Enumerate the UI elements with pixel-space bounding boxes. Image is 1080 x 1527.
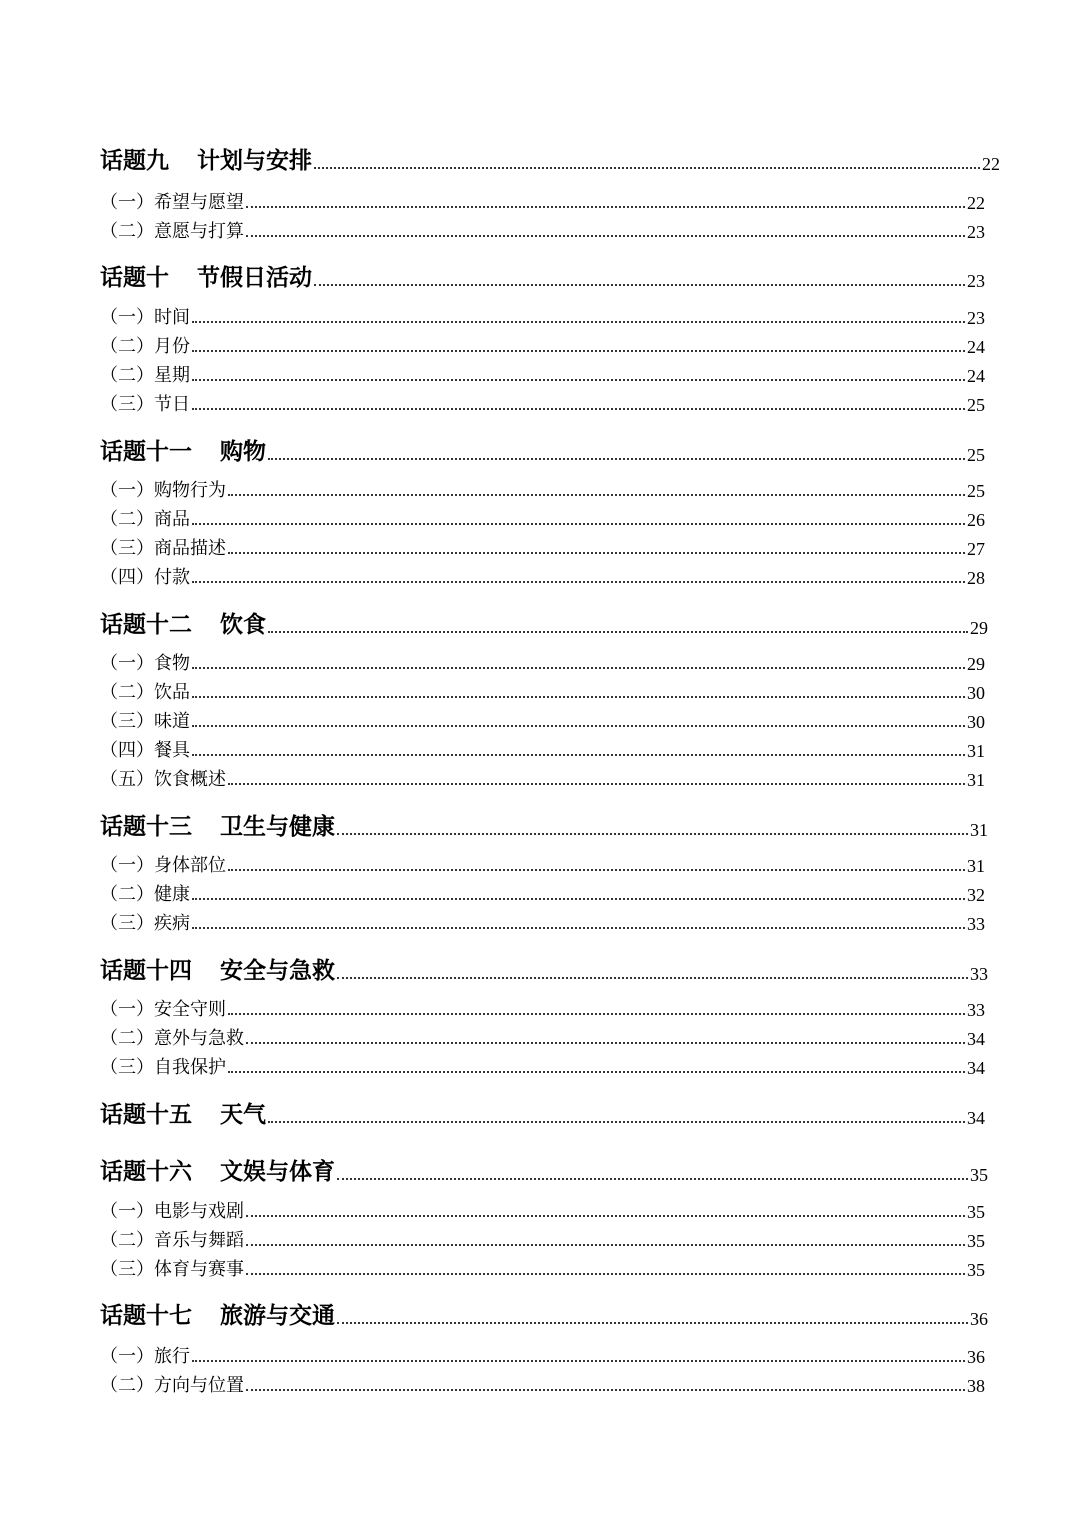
dot-leader <box>337 833 968 835</box>
dot-leader <box>192 1360 965 1362</box>
toc-subtopic-entry[interactable] <box>100 1026 985 1050</box>
page-number: 23 <box>967 222 985 242</box>
subtopic-label: （一）时间 <box>100 307 190 328</box>
dot-leader <box>192 927 965 929</box>
subtopic-label: （一）旅行 <box>100 1346 190 1367</box>
subtopic-label: （二）意外与急救 <box>100 1028 244 1049</box>
page-number: 36 <box>970 1309 988 1329</box>
topic-title: 购物 <box>220 438 266 465</box>
topic-number: 话题十五 <box>100 1101 192 1128</box>
topic-title: 文娱与体育 <box>220 1158 335 1185</box>
topic-title: 卫生与健康 <box>220 813 335 840</box>
page-number: 23 <box>967 271 985 291</box>
topic-title: 天气 <box>220 1101 266 1128</box>
toc-subtopic-entry[interactable] <box>100 882 985 906</box>
toc-topic-entry[interactable] <box>100 436 985 466</box>
toc-topic-entry[interactable] <box>100 1099 985 1129</box>
toc-subtopic-entry[interactable] <box>100 478 985 502</box>
topic-number: 话题九 <box>100 147 169 174</box>
subtopic-label: （四）餐具 <box>100 740 190 761</box>
page-number: 26 <box>967 510 985 530</box>
dot-leader <box>228 1013 965 1015</box>
dot-leader <box>192 898 965 900</box>
page-number: 35 <box>970 1165 988 1185</box>
toc-topic-entry[interactable] <box>100 1300 988 1330</box>
page-number: 34 <box>967 1029 985 1049</box>
subtopic-label: （二）饮品 <box>100 682 190 703</box>
toc-subtopic-entry[interactable] <box>100 1373 985 1397</box>
subtopic-label: （二）意愿与打算 <box>100 221 244 242</box>
toc-subtopic-entry[interactable] <box>100 651 985 675</box>
dot-leader <box>246 1215 965 1217</box>
subtopic-label: （二）健康 <box>100 884 190 905</box>
topic-number: 话题十一 <box>100 438 192 465</box>
page-number: 34 <box>967 1058 985 1078</box>
page-number: 31 <box>967 770 985 790</box>
topic-number: 话题十七 <box>100 1302 192 1329</box>
page-number: 23 <box>967 308 985 328</box>
dot-leader <box>337 1178 968 1180</box>
dot-leader <box>246 1273 965 1275</box>
dot-leader <box>314 284 965 286</box>
dot-leader <box>192 667 965 669</box>
dot-leader <box>228 552 965 554</box>
toc-subtopic-entry[interactable] <box>100 1199 985 1223</box>
page-number: 25 <box>967 445 985 465</box>
toc-topic-entry[interactable] <box>100 262 985 292</box>
dot-leader <box>228 494 965 496</box>
page-number: 30 <box>967 712 985 732</box>
topic-number: 话题十四 <box>100 957 192 984</box>
subtopic-label: （一）希望与愿望 <box>100 192 244 213</box>
subtopic-label: （三）味道 <box>100 711 190 732</box>
page-number: 29 <box>967 654 985 674</box>
subtopic-label: （三）商品描述 <box>100 538 226 559</box>
toc-subtopic-entry[interactable] <box>100 997 985 1021</box>
dot-leader <box>246 1042 965 1044</box>
page-number: 35 <box>967 1231 985 1251</box>
dot-leader <box>192 379 965 381</box>
dot-leader <box>268 1121 965 1123</box>
subtopic-label: （三）疾病 <box>100 913 190 934</box>
page-number: 31 <box>970 820 988 840</box>
page-number: 24 <box>967 337 985 357</box>
toc-subtopic-entry[interactable] <box>100 709 985 733</box>
page-number: 36 <box>967 1347 985 1367</box>
page-number: 34 <box>967 1108 985 1128</box>
dot-leader <box>314 167 980 169</box>
topic-title: 计划与安排 <box>197 147 312 174</box>
toc-subtopic-entry[interactable] <box>100 190 985 214</box>
toc-subtopic-entry[interactable] <box>100 334 985 358</box>
page-number: 32 <box>967 885 985 905</box>
toc-subtopic-entry[interactable] <box>100 1257 985 1281</box>
subtopic-label: （五）饮食概述 <box>100 769 226 790</box>
page-number: 35 <box>967 1260 985 1280</box>
page-number: 33 <box>967 1000 985 1020</box>
subtopic-label: （二）星期 <box>100 365 190 386</box>
topic-number: 话题十六 <box>100 1158 192 1185</box>
dot-leader <box>246 235 965 237</box>
toc-subtopic-entry[interactable] <box>100 738 985 762</box>
dot-leader <box>337 1322 968 1324</box>
topic-title: 旅游与交通 <box>220 1302 335 1329</box>
toc-subtopic-entry[interactable] <box>100 363 985 387</box>
subtopic-label: （一）电影与戏剧 <box>100 1201 244 1222</box>
subtopic-label: （一）购物行为 <box>100 480 226 501</box>
subtopic-label: （三）节日 <box>100 394 190 415</box>
subtopic-label: （一）安全守则 <box>100 999 226 1020</box>
page-number: 22 <box>982 154 1000 174</box>
page-number: 29 <box>970 618 988 638</box>
page-number: 35 <box>967 1202 985 1222</box>
dot-leader <box>192 350 965 352</box>
toc-topic-entry[interactable] <box>100 811 988 841</box>
dot-leader <box>268 458 965 460</box>
page-number: 25 <box>967 481 985 501</box>
page-number: 31 <box>967 741 985 761</box>
toc-subtopic-entry[interactable] <box>100 536 985 560</box>
subtopic-label: （三）体育与赛事 <box>100 1259 244 1280</box>
topic-number: 话题十二 <box>100 611 192 638</box>
page-number: 28 <box>967 568 985 588</box>
toc-subtopic-entry[interactable] <box>100 911 985 935</box>
subtopic-label: （一）身体部位 <box>100 855 226 876</box>
dot-leader <box>228 1071 965 1073</box>
toc-subtopic-entry[interactable] <box>100 507 985 531</box>
page-number: 38 <box>967 1376 985 1396</box>
subtopic-label: （二）音乐与舞蹈 <box>100 1230 244 1251</box>
toc-subtopic-entry[interactable] <box>100 1055 985 1079</box>
subtopic-label: （四）付款 <box>100 567 190 588</box>
subtopic-label: （二）方向与位置 <box>100 1375 244 1396</box>
dot-leader <box>246 206 965 208</box>
subtopic-label: （一）食物 <box>100 653 190 674</box>
topic-title: 节假日活动 <box>197 264 312 291</box>
dot-leader <box>192 321 965 323</box>
dot-leader <box>228 783 965 785</box>
topic-title: 安全与急救 <box>220 957 335 984</box>
dot-leader <box>268 631 968 633</box>
toc-subtopic-entry[interactable] <box>100 565 985 589</box>
dot-leader <box>337 977 968 979</box>
page-number: 25 <box>967 395 985 415</box>
toc-subtopic-entry[interactable] <box>100 1228 985 1252</box>
page-number: 33 <box>970 964 988 984</box>
dot-leader <box>192 754 965 756</box>
toc-topic-entry[interactable] <box>100 955 988 985</box>
subtopic-label: （二）月份 <box>100 336 190 357</box>
toc-subtopic-entry[interactable] <box>100 680 985 704</box>
topic-title: 饮食 <box>220 611 266 638</box>
toc-topic-entry[interactable] <box>100 1156 988 1186</box>
page-number: 27 <box>967 539 985 559</box>
subtopic-label: （三）自我保护 <box>100 1057 226 1078</box>
dot-leader <box>192 725 965 727</box>
toc-subtopic-entry[interactable] <box>100 219 985 243</box>
dot-leader <box>246 1244 965 1246</box>
dot-leader <box>192 581 965 583</box>
toc-subtopic-entry[interactable] <box>100 1344 985 1368</box>
subtopic-label: （二）商品 <box>100 509 190 530</box>
dot-leader <box>192 523 965 525</box>
dot-leader <box>192 408 965 410</box>
dot-leader <box>246 1389 965 1391</box>
page-number: 31 <box>967 856 985 876</box>
dot-leader <box>192 696 965 698</box>
toc-subtopic-entry[interactable] <box>100 305 985 329</box>
topic-number: 话题十 <box>100 264 169 291</box>
page-number: 33 <box>967 914 985 934</box>
toc-subtopic-entry[interactable] <box>100 853 985 877</box>
topic-number: 话题十三 <box>100 813 192 840</box>
page-number: 24 <box>967 366 985 386</box>
page-number: 22 <box>967 193 985 213</box>
toc-topic-entry[interactable] <box>100 145 1000 175</box>
page-number: 30 <box>967 683 985 703</box>
dot-leader <box>228 869 965 871</box>
toc-subtopic-entry[interactable] <box>100 392 985 416</box>
toc-subtopic-entry[interactable] <box>100 767 985 791</box>
toc-topic-entry[interactable] <box>100 609 988 639</box>
